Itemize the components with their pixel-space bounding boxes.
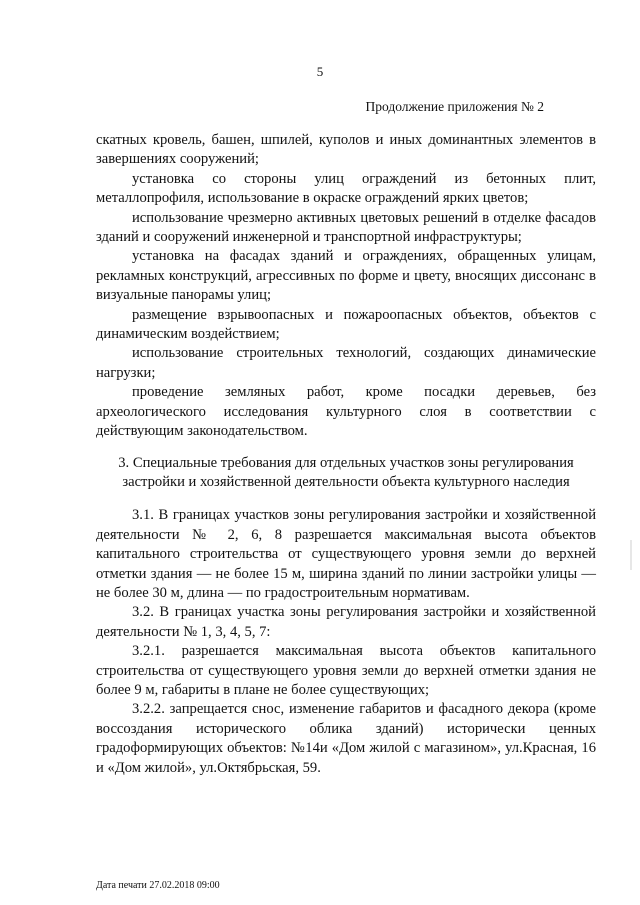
print-date-footer: Дата печати 27.02.2018 09:00 <box>96 880 220 891</box>
section-paragraph: 3.2.1. разрешается максимальная высота объектов капитального строительства от существующего уровня земли до верхней отметки здания не более 9 м, габариты в плане не более существующих; <box>96 643 596 698</box>
section-paragraph: 3.2.2. запрещается снос, изменение габаритов и фасадного декора (кроме воссоздания исторического облика зданий) исторически ценных градоформирующих объектов: №14и «Дом жилой с магазином», ул.Красная, 16 и «Дом жилой», ул.Октябрьская, 59. <box>96 701 596 776</box>
paragraph: использование чрезмерно активных цветовых решений в отделке фасадов зданий и сооружений инженерной и транспортной инфраструктуры; <box>96 209 596 246</box>
section-paragraph: 3.1. В границах участков зоны регулирования застройки и хозяйственной деятельности № 2, 6, 8 разрешается максимальная высота объектов капитального строительства от существующего уровня земли до верхней отметки здания — не более 15 м, ширина зданий по линии застройки улицы — не более 30 м, длина — по градостроительным нормативам. <box>96 507 596 601</box>
paragraph: скатных кровель, башен, шпилей, куполов и иных доминантных элементов в завершениях сооружений; <box>96 132 596 168</box>
paragraph: размещение взрывоопасных и пожароопасных объектов, объектов с динамическим воздействием; <box>96 306 596 343</box>
paragraph: установка на фасадах зданий и ограждениях, обращенных улицам, рекламных конструкций, агрессивных по форме и цвету, вносящих диссонанс в визуальные панорамы улиц; <box>96 248 596 304</box>
paragraph: проведение земляных работ, кроме посадки деревьев, без археологического исследования культурного слоя в соответствии с действующим законодательством. <box>96 384 596 440</box>
paragraph: использование строительных технологий, создающих динамические нагрузки; <box>96 345 596 381</box>
continuation-label: Продолжение приложения № 2 <box>365 99 544 114</box>
scan-edge-mark <box>630 540 632 570</box>
section-heading: 3. Специальные требования для отдельных участков зоны регулирования застройки и хозяйственной деятельности объекта культурного наследия <box>118 454 574 490</box>
document-body <box>96 131 596 778</box>
page-number: 5 <box>316 64 324 79</box>
section-paragraph: 3.2. В границах участка зоны регулирования застройки и хозяйственной деятельности № 1, 3, 4, 5, 7: <box>96 604 596 640</box>
paragraph: установка со стороны улиц ограждений из бетонных плит, металлопрофиля, использование в окраске ограждений ярких цветов; <box>96 170 596 207</box>
